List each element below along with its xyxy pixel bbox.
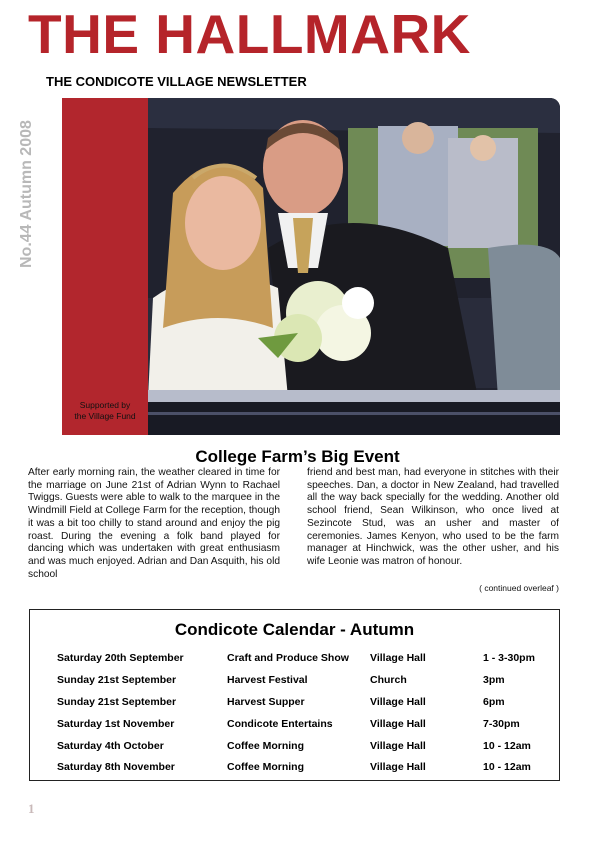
article-column-right: friend and best man, had everyone in stitches with their speeches. Dan, a doctor in New Zealand, had travelled all the way back specially for the wedding. Another old school friend, Sean Wilkinson, who once lived at Sezincote Stud, was an usher and master of ceremonies. James Kenyon, who used to be the farm manager at Hinchwick, was the other usher, and his wife Leonie was matron of honour. bbox=[307, 467, 559, 567]
event-date: Saturday 4th October bbox=[57, 740, 164, 752]
event-venue: Village Hall bbox=[370, 761, 426, 773]
red-sidebar-panel bbox=[62, 98, 148, 435]
wedding-photo bbox=[148, 98, 560, 435]
calendar-row bbox=[30, 652, 559, 668]
masthead-title: THE HALLMARK bbox=[28, 3, 471, 65]
event-venue: Church bbox=[370, 674, 407, 686]
event-time: 7-30pm bbox=[483, 718, 520, 730]
calendar-row bbox=[30, 696, 559, 712]
support-note-line: the Village Fund bbox=[74, 411, 136, 421]
calendar-row bbox=[30, 761, 559, 777]
support-note-line: Supported by bbox=[79, 400, 131, 410]
event-name: Harvest Festival bbox=[227, 674, 308, 686]
event-date: Sunday 21st September bbox=[57, 696, 177, 708]
continued-note: ( continued overleaf ) bbox=[479, 583, 559, 593]
event-time: 3pm bbox=[483, 674, 505, 686]
event-venue: Village Hall bbox=[370, 740, 426, 752]
event-date: Sunday 21st September bbox=[57, 674, 177, 686]
event-name: Condicote Entertains bbox=[227, 718, 333, 730]
newsletter-subtitle: THE CONDICOTE VILLAGE NEWSLETTER bbox=[46, 74, 307, 89]
event-name: Craft and Produce Show bbox=[227, 652, 349, 664]
page-number: 1 bbox=[28, 801, 35, 816]
calendar-box bbox=[29, 609, 560, 781]
article-column-left: After early morning rain, the weather cleared in time for the marriage on June 21st of Adrian Wynn to Rachael Twiggs. Guests were able to walk to the marquee in the Windmill Field at College Farm for the reception, though it was a bit too chilly to stand around and enjoy the pig roast. During the evening a folk band played for dancing which was undertaken with great enthusiasm and was much enjoyed. Adrian and Dan Asquith, his old school bbox=[28, 467, 280, 580]
event-name: Coffee Morning bbox=[227, 740, 304, 752]
event-date: Saturday 8th November bbox=[57, 761, 175, 773]
event-venue: Village Hall bbox=[370, 652, 426, 664]
event-venue: Village Hall bbox=[370, 696, 426, 708]
support-note bbox=[62, 400, 148, 422]
issue-label: No.44 Autumn 2008 bbox=[18, 120, 35, 268]
calendar-row bbox=[30, 674, 559, 690]
event-time: 10 - 12am bbox=[483, 761, 531, 773]
event-time: 10 - 12am bbox=[483, 740, 531, 752]
calendar-row bbox=[30, 740, 559, 756]
event-venue: Village Hall bbox=[370, 718, 426, 730]
article-headline: College Farm’s Big Event bbox=[195, 447, 400, 466]
calendar-row bbox=[30, 718, 559, 734]
calendar-title: Condicote Calendar - Autumn bbox=[174, 620, 415, 639]
event-date: Saturday 20th September bbox=[57, 652, 184, 664]
event-time: 1 - 3-30pm bbox=[483, 652, 535, 664]
event-name: Harvest Supper bbox=[227, 696, 305, 708]
event-name: Coffee Morning bbox=[227, 761, 304, 773]
event-time: 6pm bbox=[483, 696, 505, 708]
event-date: Saturday 1st November bbox=[57, 718, 175, 730]
